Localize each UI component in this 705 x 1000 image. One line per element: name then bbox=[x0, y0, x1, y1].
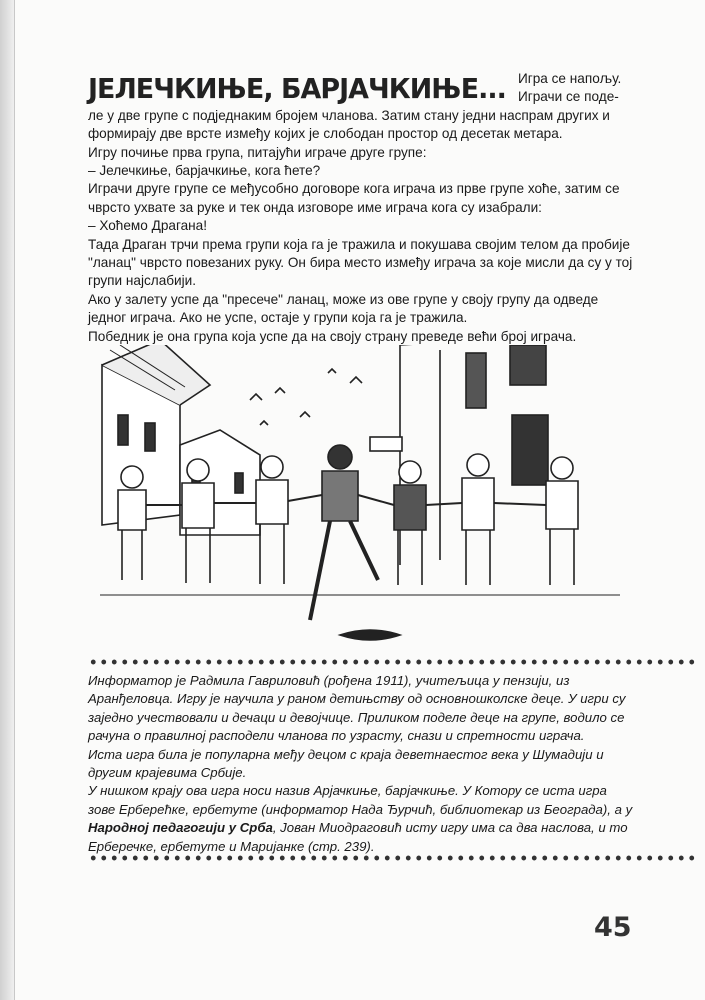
dotted-divider-top bbox=[88, 658, 696, 666]
intro-line-1: Игра се напољу. bbox=[518, 71, 622, 86]
paragraph: Игру почиње прва група, питајући играче друге групе: bbox=[88, 144, 427, 160]
dotted-divider-bottom bbox=[88, 854, 696, 862]
note-paragraph bbox=[88, 782, 636, 856]
paragraph: – Хоћемо Драгана! bbox=[88, 218, 208, 234]
book-title: Народној педагогији у Срба bbox=[88, 820, 273, 836]
informant-note bbox=[88, 672, 636, 856]
note-text: , Јован Миодраговић исту игру има са два наслова, и то Ерберечке, ербетуте и Маријанке (стр. 239). bbox=[88, 820, 628, 854]
paragraph: Ако у залету успе да "пресече" ланац, може из ове групе у своју групу да одведе једног играча. Ако не успе, остаје у групи која га је тражила. bbox=[88, 291, 599, 326]
paragraph: Играчи друге групе се међусобно договоре кога играча из прве групе хоће, затим се чврсто ухвате за руке и тек онда изговоре име играча кога су изабрали: bbox=[88, 181, 620, 215]
binding-shadow bbox=[0, 0, 14, 1000]
paragraph: Тада Драган трчи према групи која га је тражила и покушава својим телом да пробије "ланац" чврсто повезаних руку. Он бира место између играча за које мисли да су у тој групи најслабији. bbox=[88, 236, 633, 289]
children-playing-chain-game-illustration bbox=[100, 345, 620, 645]
note-paragraph: Информатор је Радмила Гавриловић (рођена 1911), учитељица у пензији, из Аранђеловца. Игру је научила у раном детињству од основношколске деце. У игри су заједно учествовали и дечаци и девојчице. Приликом поделе деце на групе, водило се рачуна о правилној расподели чланова по узрасту, снази и спретности играча. bbox=[88, 673, 626, 744]
paragraph: – Јелечкиње, барјачкиње, кога ћете? bbox=[88, 163, 321, 179]
page-title: ЈЕЛЕЧКИЊЕ, БАРЈАЧКИЊЕ... bbox=[88, 72, 506, 105]
paragraph: Победник је она група која успе да на своју страну преведе већи број играча. bbox=[88, 328, 577, 344]
paragraph: ле у две групе с подједнаким бројем чланова. Затим стану једни наспрам других и формирају две врсте између којих је слободан простор од десетак метара. bbox=[88, 107, 610, 142]
page-number: 45 bbox=[594, 912, 632, 943]
game-description bbox=[88, 70, 636, 346]
note-paragraph: Иста игра била је популарна међу децом с краја деветнаестог века у Шумадији и другим крајевима Србије. bbox=[88, 746, 604, 781]
note-text: У нишком крају ова игра носи назив Арјачкиње, барјачкиње. У Котору се иста игра зове Ерберећке, ербетуте (информатор Нада Ђурчић, библиотекар из Београда), а у bbox=[88, 783, 633, 817]
intro-line-2: Играчи се поде- bbox=[518, 89, 619, 105]
